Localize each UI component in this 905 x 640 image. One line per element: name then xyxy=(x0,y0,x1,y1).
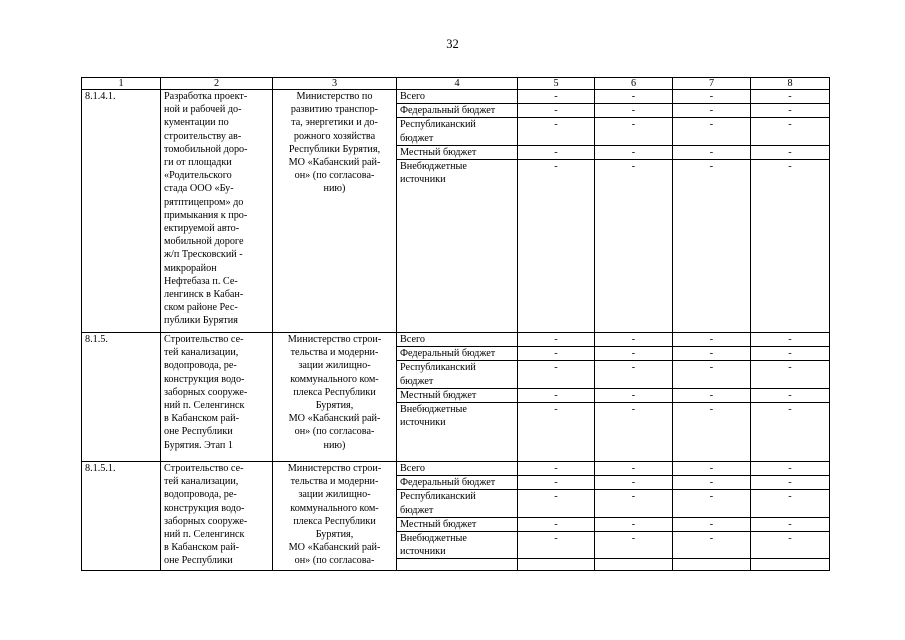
column-header-5: 5 xyxy=(518,78,595,90)
funding-source: Федеральный бюджет xyxy=(397,104,518,118)
funding-value: - xyxy=(518,118,595,145)
funding-value: - xyxy=(518,333,595,347)
funding-value: - xyxy=(673,476,751,490)
funding-value: - xyxy=(673,403,751,462)
column-header-1: 1 xyxy=(82,78,161,90)
funding-value: - xyxy=(673,118,751,145)
funding-value: - xyxy=(673,388,751,402)
funding-source: Федеральный бюджет xyxy=(397,347,518,361)
funding-value: - xyxy=(595,403,673,462)
column-header-2: 2 xyxy=(161,78,273,90)
funding-value: - xyxy=(595,347,673,361)
funding-source: Местный бюджет xyxy=(397,388,518,402)
funding-value: - xyxy=(751,118,830,145)
funding-source: Внебюджетные источники xyxy=(397,532,518,559)
funding-source: Федеральный бюджет xyxy=(397,476,518,490)
funding-value xyxy=(673,559,751,571)
funding-value: - xyxy=(595,388,673,402)
funding-value: - xyxy=(751,361,830,388)
funding-source: Республиканский бюджет xyxy=(397,361,518,388)
funding-value: - xyxy=(595,517,673,531)
item-executor: Министерство строи- тельства и модерни- зации жилищно- коммунального ком- плекса Республики Бурятия, МО «Кабанский рай- он» (по согласова- xyxy=(273,462,397,571)
funding-value: - xyxy=(673,517,751,531)
funding-value: - xyxy=(595,118,673,145)
funding-value: - xyxy=(751,532,830,559)
funding-value: - xyxy=(595,476,673,490)
funding-value: - xyxy=(595,333,673,347)
funding-value: - xyxy=(751,462,830,476)
funding-value: - xyxy=(518,361,595,388)
funding-value: - xyxy=(751,517,830,531)
item-code: 8.1.4.1. xyxy=(82,90,161,333)
funding-value: - xyxy=(518,347,595,361)
funding-value: - xyxy=(518,403,595,462)
item-code: 8.1.5. xyxy=(82,333,161,462)
funding-value: - xyxy=(751,145,830,159)
funding-source: Республиканский бюджет xyxy=(397,490,518,517)
funding-value: - xyxy=(518,490,595,517)
funding-value: - xyxy=(518,145,595,159)
column-header-6: 6 xyxy=(595,78,673,90)
funding-value: - xyxy=(751,490,830,517)
funding-value: - xyxy=(673,462,751,476)
table-row xyxy=(82,462,830,476)
funding-value: - xyxy=(751,333,830,347)
funding-value: - xyxy=(595,90,673,104)
funding-value: - xyxy=(595,532,673,559)
funding-value: - xyxy=(518,476,595,490)
funding-source: Внебюджетные источники xyxy=(397,160,518,333)
funding-value: - xyxy=(751,476,830,490)
funding-value: - xyxy=(595,160,673,333)
funding-value: - xyxy=(595,462,673,476)
funding-value: - xyxy=(595,104,673,118)
item-code: 8.1.5.1. xyxy=(82,462,161,571)
funding-source: Местный бюджет xyxy=(397,517,518,531)
column-header-3: 3 xyxy=(273,78,397,90)
funding-value: - xyxy=(518,517,595,531)
funding-value: - xyxy=(751,104,830,118)
table-row xyxy=(82,90,830,104)
funding-value: - xyxy=(673,490,751,517)
funding-value: - xyxy=(673,361,751,388)
funding-value: - xyxy=(673,333,751,347)
funding-source: Внебюджетные источники xyxy=(397,403,518,462)
funding-value: - xyxy=(673,347,751,361)
funding-value: - xyxy=(595,145,673,159)
header-row xyxy=(82,78,830,90)
funding-source: Всего xyxy=(397,333,518,347)
funding-value: - xyxy=(595,490,673,517)
funding-value xyxy=(595,559,673,571)
funding-value: - xyxy=(751,403,830,462)
funding-value: - xyxy=(751,90,830,104)
funding-value: - xyxy=(518,104,595,118)
funding-value: - xyxy=(518,532,595,559)
column-header-8: 8 xyxy=(751,78,830,90)
funding-source: Республиканский бюджет xyxy=(397,118,518,145)
funding-value: - xyxy=(518,388,595,402)
budget-table xyxy=(81,77,830,571)
column-header-4: 4 xyxy=(397,78,518,90)
funding-source xyxy=(397,559,518,571)
funding-value: - xyxy=(673,104,751,118)
funding-value: - xyxy=(518,160,595,333)
funding-value: - xyxy=(518,90,595,104)
item-name: Строительство се- тей канализации, водопровода, ре- конструкция водо- заборных сооруже- ний п. Селенгинск в Кабанском рай- оне Республики Бурятия. Этап 1 xyxy=(161,333,273,462)
table-row xyxy=(82,333,830,347)
item-executor: Министерство строи- тельства и модерни- зации жилищно- коммунального ком- плекса Республики Бурятия, МО «Кабанский рай- он» (по согласова- нию) xyxy=(273,333,397,462)
column-header-7: 7 xyxy=(673,78,751,90)
funding-value: - xyxy=(518,462,595,476)
funding-value xyxy=(751,559,830,571)
funding-value xyxy=(518,559,595,571)
item-name: Строительство се- тей канализации, водопровода, ре- конструкция водо- заборных сооруже- ний п. Селенгинск в Кабанском рай- оне Республики xyxy=(161,462,273,571)
funding-value: - xyxy=(595,361,673,388)
funding-value: - xyxy=(673,90,751,104)
page-number: 32 xyxy=(446,37,459,51)
funding-value: - xyxy=(673,160,751,333)
funding-value: - xyxy=(751,388,830,402)
funding-value: - xyxy=(751,347,830,361)
funding-value: - xyxy=(751,160,830,333)
funding-source: Всего xyxy=(397,90,518,104)
funding-source: Местный бюджет xyxy=(397,145,518,159)
item-executor: Министерство по развитию транспор- та, энергетики и до- рожного хозяйства Республики Бурятия, МО «Кабанский рай- он» (по согласова- нию) xyxy=(273,90,397,333)
item-name: Разработка проект- ной и рабочей до- кументации по строительству ав- томобильной доро- ги от площадки «Родительского стада ООО «Бу- рятптицепром» до примыкания к про- ектируемой авто- мобильной дороге ж/п Тресковский - микрорайон Нефтебаза п. Се- ленгинск в Кабан- ском районе Рес- публики Бурятия xyxy=(161,90,273,333)
funding-source: Всего xyxy=(397,462,518,476)
funding-value: - xyxy=(673,532,751,559)
funding-value: - xyxy=(673,145,751,159)
